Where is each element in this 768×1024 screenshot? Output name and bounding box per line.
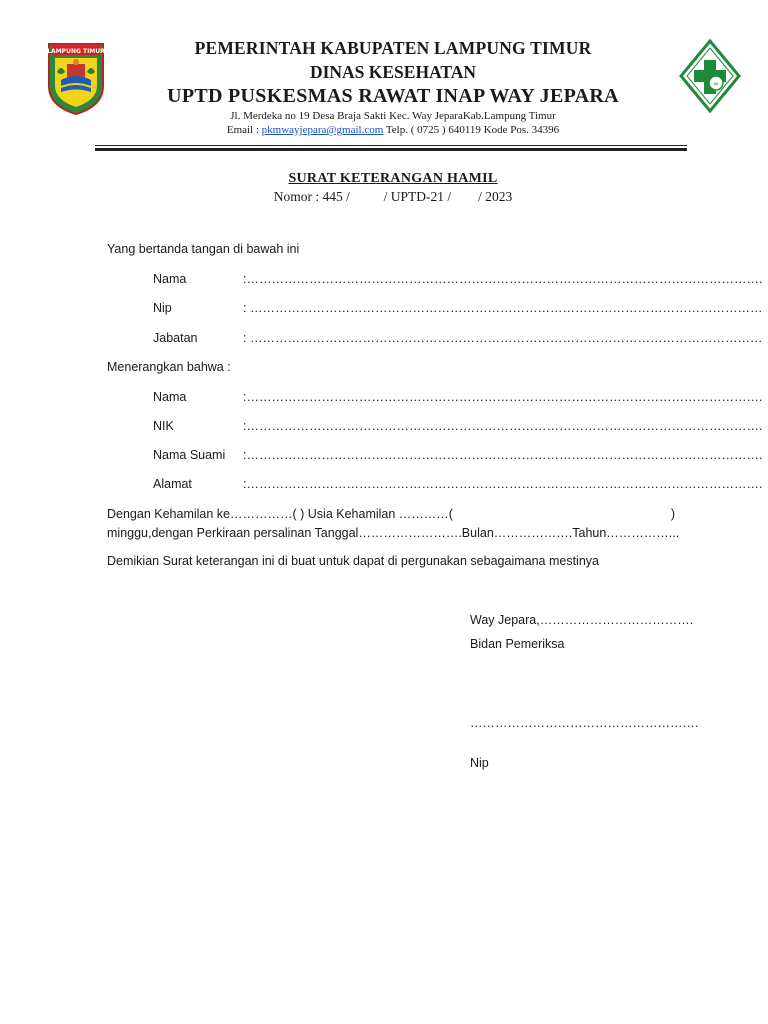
svg-text:∞: ∞ <box>713 80 719 88</box>
signatory-nip-label: Nip <box>153 301 172 315</box>
lampung-timur-crest-logo <box>45 42 107 116</box>
email-prefix: Email : <box>226 124 262 136</box>
header-department-line: DINAS KESEHATAN <box>309 62 477 82</box>
pregnancy-closing-paren: ) <box>670 507 675 521</box>
signature-name-line: ………………………………………………. <box>470 716 699 730</box>
signatory-name-label: Nama <box>153 272 187 286</box>
document-number: Nomor : 445 / / UPTD-21 / / 2023 <box>273 189 513 204</box>
subject-husband-field: :……………………………………………………………………………………………………………. <box>243 448 763 462</box>
email-link[interactable]: pkmwayjepara@gmail.com <box>261 124 384 136</box>
header-contact <box>120 124 666 136</box>
signatory-nip-field: : …………………………………………………………………………………………………………… <box>243 301 763 315</box>
phone-postal: Telp. ( 0725 ) 640119 Kode Pos. 34396 <box>383 124 560 136</box>
subject-address-field: :……………………………………………………………………………………………………………. <box>243 477 763 491</box>
header-address: Jl. Merdeka no 19 Desa Braja Sakti Kec. Way JeparaKab.Lampung Timur <box>230 110 556 122</box>
pregnancy-order-and-age: Dengan Kehamilan ke……………( ) Usia Kehamilan …………( <box>107 507 453 521</box>
signatory-position-field: : …………………………………………………………………………………………………………… <box>243 331 763 345</box>
subject-name-field: :……………………………………………………………………………………………………………. <box>243 390 763 404</box>
closing-statement: Demikian Surat keterangan ini di buat untuk dapat di pergunakan sebagaimana mestinya <box>107 554 599 568</box>
subject-nik-field: :……………………………………………………………………………………………………………. <box>243 419 763 433</box>
subject-nik-label: NIK <box>153 419 174 433</box>
signature-place-date: Way Jepara,………………………………. <box>470 613 694 627</box>
header-divider-thick <box>95 148 687 151</box>
subject-intro: Menerangkan bahwa : <box>107 360 231 374</box>
signatory-position-label: Jabatan <box>153 331 198 345</box>
subject-husband-label: Nama Suami <box>153 448 226 462</box>
puskesmas-logo <box>678 38 742 114</box>
signature-nip: Nip <box>470 756 489 770</box>
subject-name-label: Nama <box>153 390 187 404</box>
pregnancy-line-1 <box>107 507 675 521</box>
pregnancy-line-2: minggu,dengan Perkiraan persalinan Tanggal…………………….Bulan……………….Tahun……………... <box>107 526 680 540</box>
signature-role: Bidan Pemeriksa <box>470 637 565 651</box>
signatory-name-field: :……………………………………………………………………………………………………………. <box>243 272 763 286</box>
svg-text:LAMPUNG TIMUR: LAMPUNG TIMUR <box>47 48 105 55</box>
signatory-intro: Yang bertanda tangan di bawah ini <box>107 242 300 256</box>
header-divider-thin <box>95 145 687 146</box>
subject-address-label: Alamat <box>153 477 192 491</box>
header-institution-line: UPTD PUSKESMAS RAWAT INAP WAY JEPARA <box>167 85 619 107</box>
document-title: SURAT KETERANGAN HAMIL <box>288 171 498 186</box>
header-government-line: PEMERINTAH KABUPATEN LAMPUNG TIMUR <box>194 38 592 58</box>
